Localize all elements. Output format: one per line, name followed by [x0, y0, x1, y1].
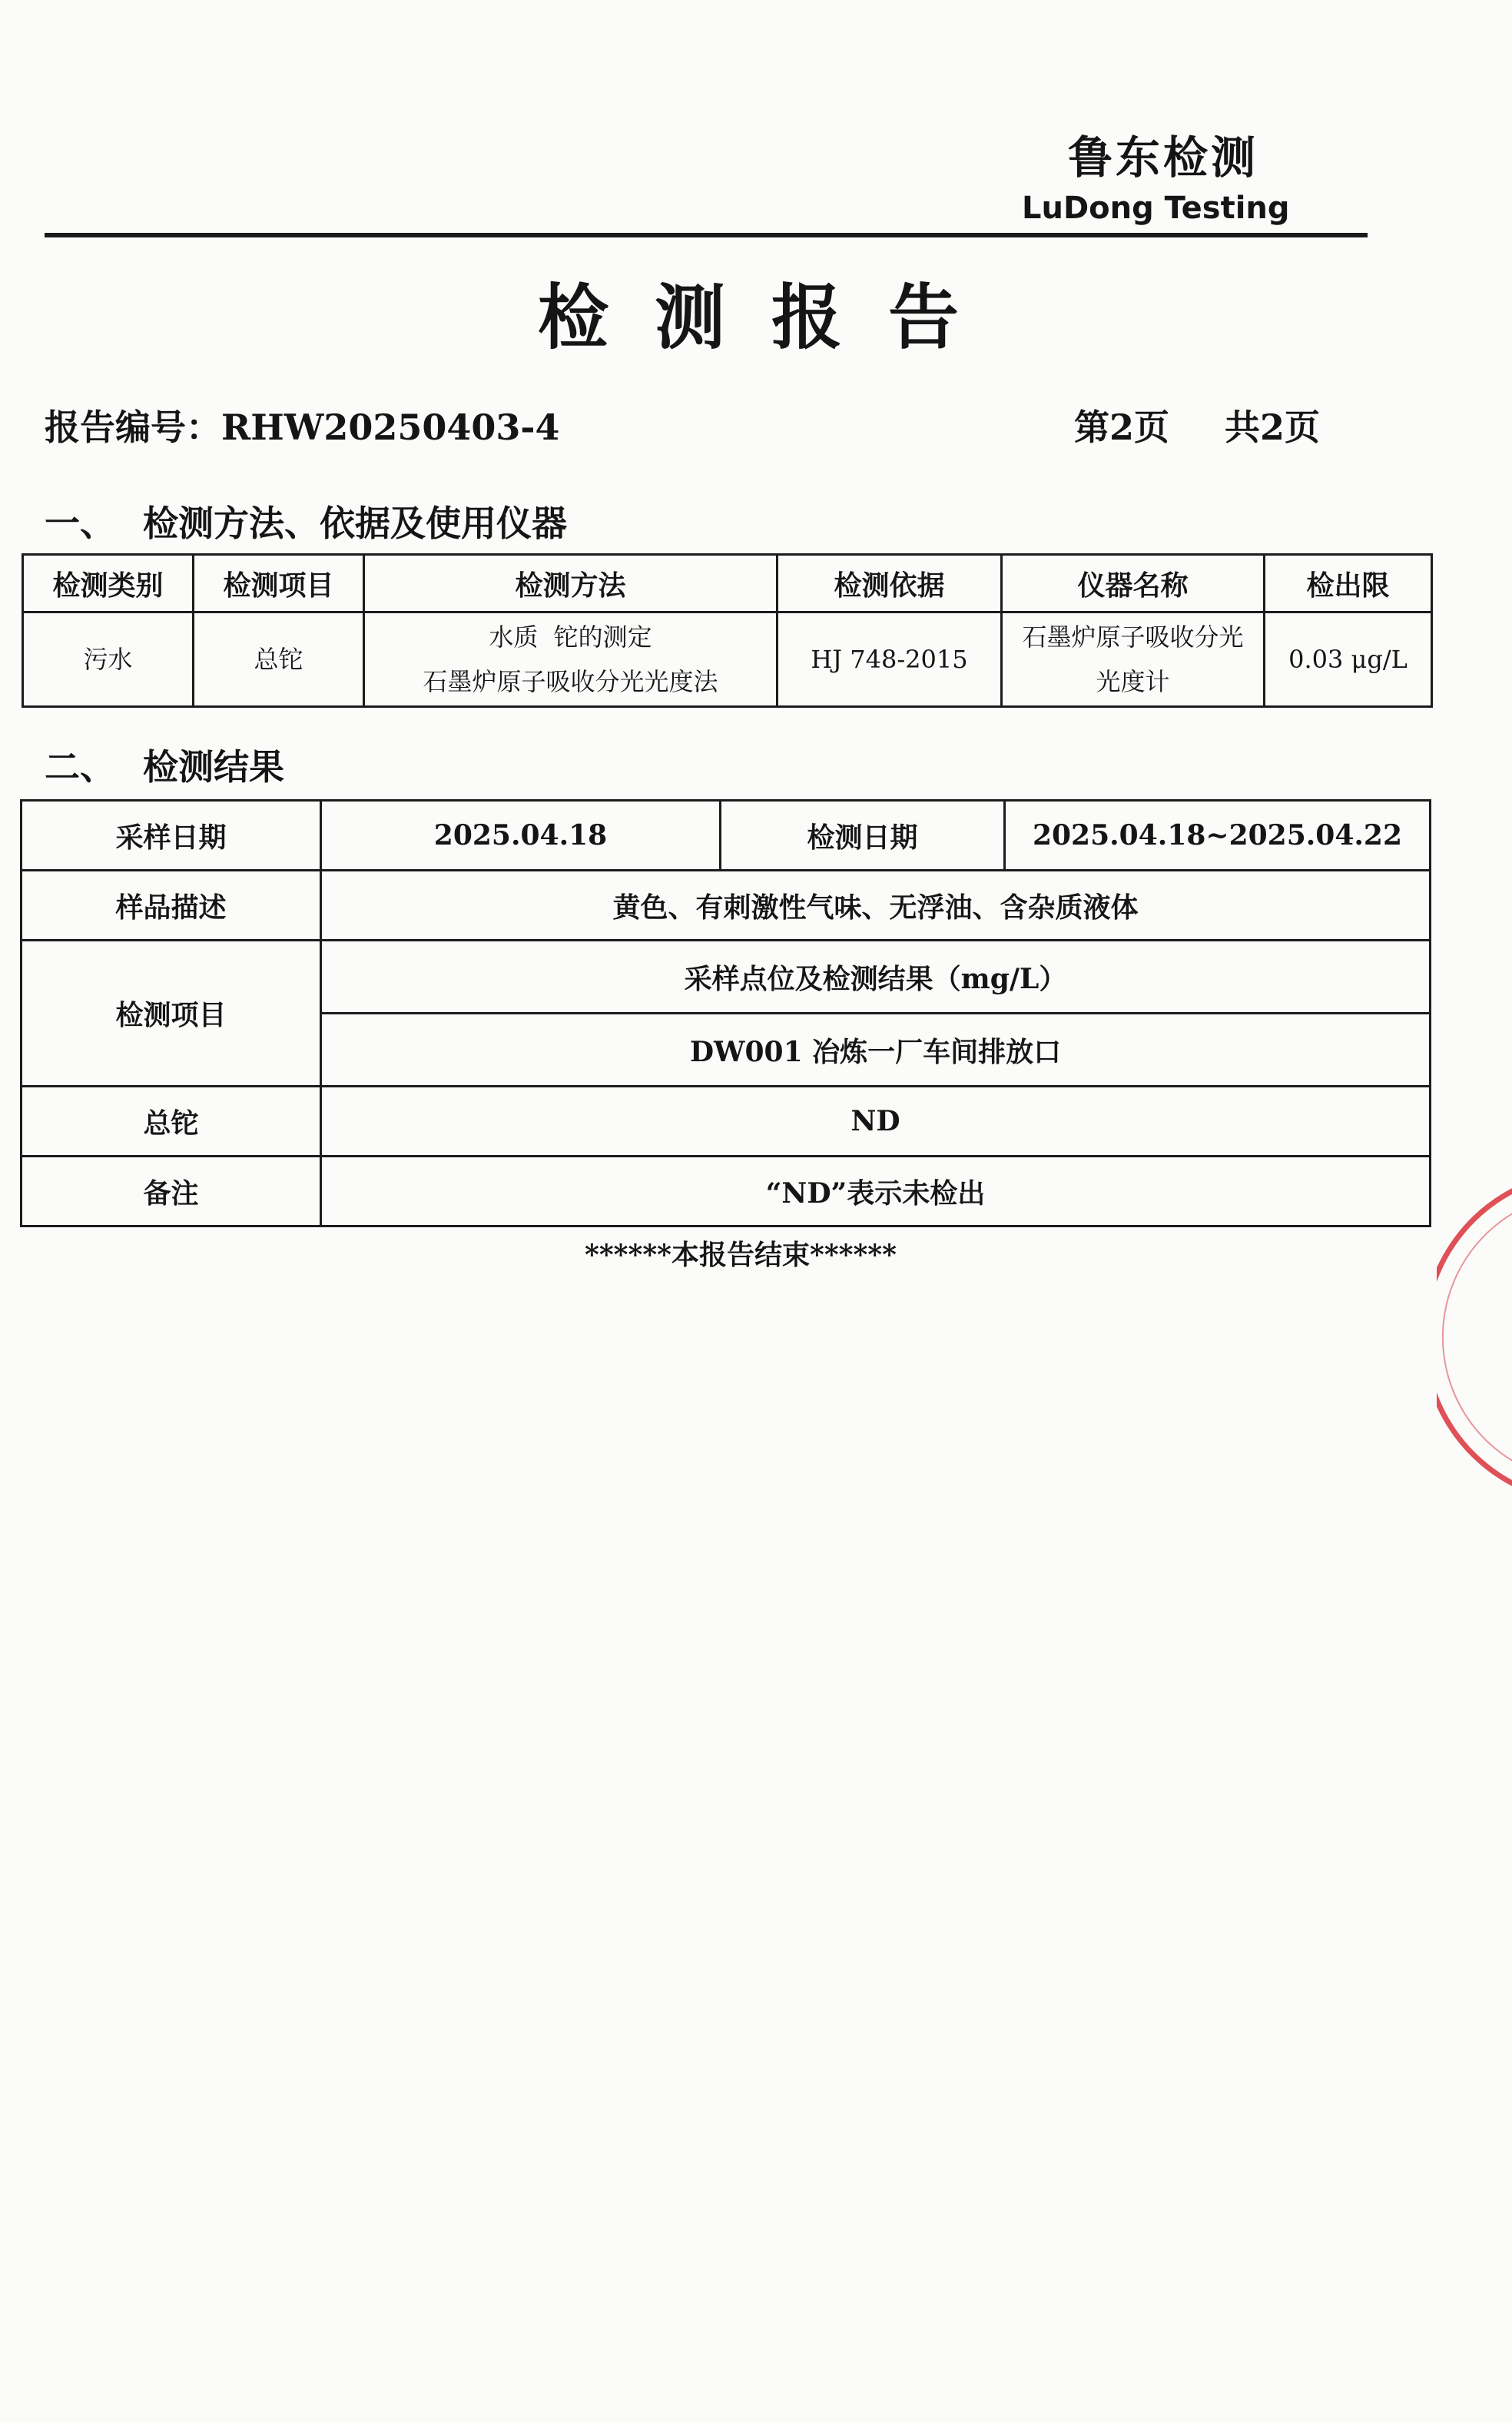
section-1-title: [45, 496, 567, 546]
sampling-date-label: 采样日期: [22, 801, 321, 871]
instrument-line-2: 光度计: [1096, 667, 1170, 696]
test-date-value: 2025.04.18~2025.04.22: [1005, 801, 1431, 871]
total-pages: 共2页: [1225, 407, 1321, 448]
cell-item: 总铊: [194, 612, 364, 707]
table-row: [23, 612, 1432, 707]
report-end-note: ******本报告结束******: [585, 1239, 897, 1271]
page-title: 检测报告: [537, 276, 1005, 359]
section-1-label: 检测方法、依据及使用仪器: [143, 503, 567, 544]
seal-icon: [1437, 1168, 1512, 1506]
header-item: 检测项目: [194, 555, 364, 612]
report-number: 报告编号：RHW20250403-4: [45, 407, 560, 448]
method-table-header: [23, 555, 1432, 612]
section-1-number: 一、: [45, 503, 115, 544]
current-page: 第2页: [1074, 407, 1170, 448]
header-limit: 检出限: [1265, 555, 1432, 612]
remark-value: “ND”表示未检出: [321, 1157, 1431, 1226]
header-method: 检测方法: [364, 555, 778, 612]
sample-desc-value: 黄色、有刺激性气味、无浮油、含杂质液体: [321, 871, 1431, 941]
method-table: [22, 553, 1433, 708]
cell-method: [364, 612, 778, 707]
table-row: [22, 1087, 1431, 1157]
test-item-label: 检测项目: [22, 941, 321, 1087]
table-row: [22, 941, 1431, 1014]
company-seal-stamp: [1437, 1168, 1512, 1506]
header-divider: [45, 233, 1368, 237]
table-row: [22, 871, 1431, 941]
test-date-label: 检测日期: [721, 801, 1005, 871]
sample-desc-label: 样品描述: [22, 871, 321, 941]
section-2-label: 检测结果: [143, 746, 284, 788]
thallium-label: 总铊: [22, 1087, 321, 1157]
header-basis: 检测依据: [778, 555, 1002, 612]
sampling-point: DW001 冶炼一厂车间排放口: [321, 1014, 1431, 1087]
header-category: 检测类别: [23, 555, 194, 612]
cell-limit: 0.03 μg/L: [1265, 612, 1432, 707]
results-table: [20, 799, 1431, 1227]
section-2-number: 二、: [45, 746, 115, 788]
cell-basis: HJ 748-2015: [778, 612, 1002, 707]
brand-name-en: LuDong Testing: [1022, 191, 1290, 226]
method-line-2: 石墨炉原子吸收分光光度法: [423, 667, 718, 696]
cell-instrument: [1002, 612, 1265, 707]
sampling-date-value: 2025.04.18: [321, 801, 721, 871]
brand-name-cn: 鲁东检测: [1068, 131, 1259, 184]
method-line-1: 水质 铊的测定: [489, 622, 652, 652]
cell-category: 污水: [23, 612, 194, 707]
instrument-line-1: 石墨炉原子吸收分光: [1022, 622, 1244, 652]
result-header: 采样点位及检测结果（mg/L）: [321, 941, 1431, 1014]
page-indicator: [1074, 400, 1320, 450]
thallium-value: ND: [321, 1087, 1431, 1157]
table-row: [22, 1157, 1431, 1226]
header-instrument: 仪器名称: [1002, 555, 1265, 612]
section-2-title: [45, 739, 284, 790]
table-row: [22, 801, 1431, 871]
remark-label: 备注: [22, 1157, 321, 1226]
